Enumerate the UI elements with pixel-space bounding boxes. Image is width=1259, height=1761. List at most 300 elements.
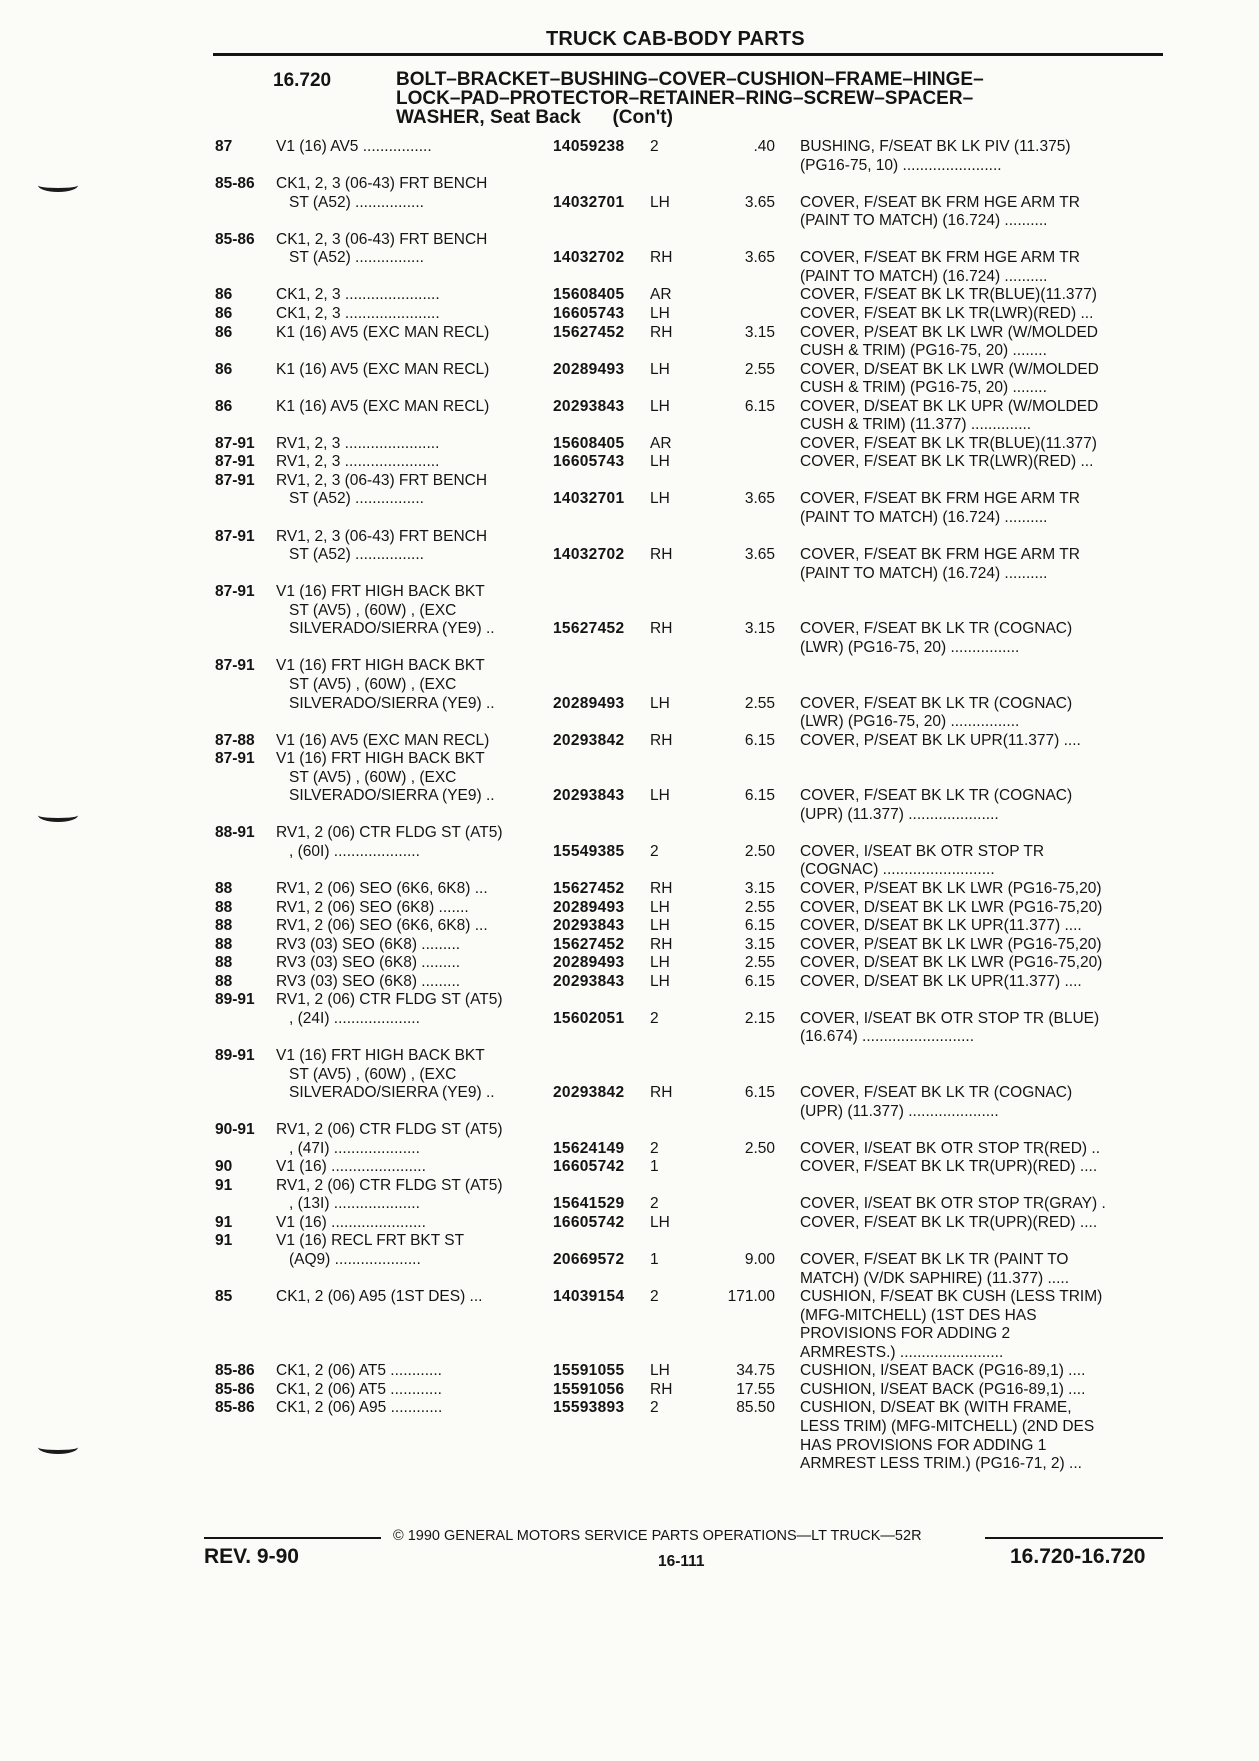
row-model: ST (A52) ................ [289,546,424,564]
row-model: SILVERADO/SIERRA (YE9) .. [289,1084,495,1102]
row-price: 17.55 [736,1380,775,1398]
row-price: 6.15 [744,397,775,415]
row-description: (PG16-75, 10) ....................... [800,156,1002,174]
parts-row [0,1232,1259,1250]
row-description: COVER, P/SEAT BK LK UPR(11.377) .... [800,731,1081,749]
row-description: PROVISIONS FOR ADDING 2 [800,1325,1011,1343]
row-price: 85.50 [736,1399,775,1417]
parts-row [0,917,1259,935]
row-model: ST (A52) ................ [289,249,424,267]
parts-row [0,1270,1259,1288]
row-year: 85-86 [215,1362,255,1380]
parts-row [0,1158,1259,1176]
parts-row [0,936,1259,954]
row-model: SILVERADO/SIERRA (YE9) .. [289,694,495,712]
row-quantity: RH [650,546,673,564]
row-part-number: 20293843 [553,972,625,990]
row-model: CK1, 2, 3 ...................... [276,286,440,304]
row-description: COVER, D/SEAT BK LK UPR (W/MOLDED [800,397,1099,415]
row-model: RV3 (03) SEO (6K8) ......... [276,935,461,953]
parts-row [0,231,1259,249]
row-description: COVER, F/SEAT BK LK TR(BLUE)(11.377) [800,286,1097,304]
row-description: BUSHING, F/SEAT BK LK PIV (11.375) [800,138,1071,155]
parts-row [0,1084,1259,1102]
row-model: CK1, 2, 3 ...................... [276,304,440,322]
row-part-number: 20669572 [553,1251,625,1268]
row-model: ST (AV5) , (60W) , (EXC [289,601,457,619]
parts-row [0,509,1259,527]
row-quantity: AR [650,286,672,304]
row-model: CK1, 2 (06) AT5 ............ [276,1380,442,1398]
row-description: COVER, I/SEAT BK OTR STOP TR(GRAY) . [800,1195,1106,1213]
row-quantity: RH [650,249,673,267]
row-year: 87-91 [215,527,255,545]
row-quantity: LH [650,787,670,805]
row-model: K1 (16) AV5 (EXC MAN RECL) [276,397,490,415]
row-description: CUSHION, I/SEAT BACK (PG16-89,1) .... [800,1362,1086,1380]
row-description: COVER, F/SEAT BK FRM HGE ARM TR [800,546,1080,564]
footer-section-range: 16.720-16.720 [1010,1545,1146,1568]
parts-row [0,528,1259,546]
row-description: COVER, F/SEAT BK LK TR(LWR)(RED) ... [800,304,1094,322]
row-description: COVER, F/SEAT BK LK TR(BLUE)(11.377) [800,434,1097,452]
footer-rule-left [204,1537,381,1539]
row-price: 2.15 [744,1009,775,1027]
row-description: COVER, D/SEAT BK LK LWR (PG16-75,20) [800,954,1103,972]
row-year: 86 [215,397,233,415]
row-part-number: 15549385 [553,842,625,860]
row-description: COVER, F/SEAT BK LK TR (COGNAC) [800,1084,1073,1102]
parts-row [0,861,1259,879]
parts-row [0,435,1259,453]
row-price: 2.55 [744,360,775,378]
row-year: 87-91 [215,657,255,675]
row-model: ST (AV5) , (60W) , (EXC [289,675,457,693]
row-price: 34.75 [736,1362,775,1380]
row-part-number: 14059238 [553,138,625,155]
parts-row [0,1010,1259,1028]
row-model: V1 (16) FRT HIGH BACK BKT [276,657,485,675]
row-model: SILVERADO/SIERRA (YE9) .. [289,620,495,638]
row-model: V1 (16) ...................... [276,1158,426,1176]
row-quantity: RH [650,935,673,953]
parts-row [0,1288,1259,1306]
row-part-number: 20289493 [553,898,625,916]
row-description: COVER, D/SEAT BK LK UPR(11.377) .... [800,972,1082,990]
row-quantity: LH [650,304,670,322]
parts-row [0,546,1259,564]
row-year: 88 [215,880,233,897]
row-description: CUSH & TRIM) (11.377) .............. [800,416,1032,434]
row-part-number: 15593893 [553,1399,625,1417]
row-part-number: 20293843 [553,397,625,415]
parts-row [0,1195,1259,1213]
section-title: BOLT–BRACKET–BUSHING–COVER–CUSHION–FRAME–HINGE– LOCK–PAD–PROTECTOR–RETAINER–RING–SCREW–SPACER– WASHER, Seat Back (Con't) [396,69,984,128]
row-year: 88 [215,972,233,990]
row-part-number: 15602051 [553,1009,625,1027]
row-year: 85-86 [215,175,255,193]
row-part-number: 20293843 [553,787,625,805]
row-part-number: 20293842 [553,1084,625,1102]
row-quantity: LH [650,1362,670,1380]
row-year: 86 [215,323,233,341]
row-description: (UPR) (11.377) ..................... [800,1102,999,1120]
row-model: V1 (16) FRT HIGH BACK BKT [276,750,485,768]
parts-row [0,305,1259,323]
row-description: MATCH) (V/DK SAPHIRE) (11.377) ..... [800,1269,1070,1287]
parts-row [0,1103,1259,1121]
row-model: , (60I) .................... [289,842,420,860]
parts-row [0,1344,1259,1362]
parts-row [0,212,1259,230]
row-model: CK1, 2, 3 (06-43) FRT BENCH [276,230,488,248]
parts-row [0,1047,1259,1065]
parts-row [0,657,1259,675]
row-description: COVER, D/SEAT BK LK LWR (PG16-75,20) [800,898,1103,916]
row-model: V1 (16) FRT HIGH BACK BKT [276,1046,485,1064]
parts-row [0,379,1259,397]
row-model: ST (AV5) , (60W) , (EXC [289,1065,457,1083]
row-part-number: 20289493 [553,360,625,378]
row-price: 6.15 [744,917,775,935]
row-description: COVER, F/SEAT BK FRM HGE ARM TR [800,193,1080,211]
parts-row [0,769,1259,787]
row-description: (PAINT TO MATCH) (16.724) .......... [800,212,1048,230]
row-quantity: LH [650,193,670,211]
row-description: COVER, P/SEAT BK LK LWR (W/MOLDED [800,323,1098,341]
row-year: 85-86 [215,1399,255,1417]
row-model: RV1, 2 (06) CTR FLDG ST (AT5) [276,991,503,1009]
row-price: 3.65 [744,490,775,508]
row-model: (AQ9) .................... [289,1251,421,1268]
parts-row [0,750,1259,768]
parts-row [0,639,1259,657]
row-year: 90-91 [215,1121,255,1139]
parts-row [0,453,1259,471]
row-description: COVER, I/SEAT BK OTR STOP TR [800,842,1045,860]
row-model: RV1, 2 (06) CTR FLDG ST (AT5) [276,1176,503,1194]
row-quantity: 2 [650,1009,659,1027]
row-description: COVER, F/SEAT BK LK TR(LWR)(RED) ... [800,453,1094,471]
row-model: RV1, 2, 3 ...................... [276,434,440,452]
row-part-number: 15627452 [553,935,625,953]
parts-row [0,1437,1259,1455]
row-quantity: 1 [650,1251,659,1268]
row-year: 87-91 [215,453,255,471]
row-description: (PAINT TO MATCH) (16.724) .......... [800,509,1048,526]
row-part-number: 15591056 [553,1380,625,1398]
parts-row [0,472,1259,490]
row-quantity: LH [650,360,670,378]
row-model: RV1, 2 (06) SEO (6K6, 6K8) ... [276,917,488,935]
row-quantity: 2 [650,1195,659,1213]
row-model: RV1, 2, 3 (06-43) FRT BENCH [276,527,488,545]
row-price: 3.65 [744,546,775,564]
row-quantity: 2 [650,842,659,860]
section-number: 16.720 [273,70,332,91]
row-model: , (47I) .................... [289,1139,420,1157]
row-price: 3.15 [744,880,775,897]
row-price: 6.15 [744,731,775,749]
row-description: COVER, I/SEAT BK OTR STOP TR (BLUE) [800,1009,1100,1027]
parts-row [0,361,1259,379]
row-description: (UPR) (11.377) ..................... [800,805,999,823]
row-year: 86 [215,360,233,378]
row-year: 87-91 [215,583,255,601]
footer-publisher: © 1990 GENERAL MOTORS SERVICE PARTS OPERATIONS—LT TRUCK—52R [393,1528,922,1544]
row-price: 2.50 [744,842,775,860]
row-quantity: LH [650,954,670,972]
parts-row [0,175,1259,193]
row-description: COVER, D/SEAT BK LK UPR(11.377) .... [800,917,1082,935]
row-model: RV3 (03) SEO (6K8) ......... [276,954,461,972]
row-part-number: 14032702 [553,249,625,267]
row-price: 3.15 [744,323,775,341]
row-price: .40 [753,138,775,155]
row-model: K1 (16) AV5 (EXC MAN RECL) [276,323,490,341]
row-quantity: 2 [650,1399,659,1417]
row-price: 2.50 [744,1139,775,1157]
row-description: COVER, P/SEAT BK LK LWR (PG16-75,20) [800,935,1102,953]
parts-row [0,286,1259,304]
row-price: 2.55 [744,954,775,972]
row-year: 90 [215,1158,233,1176]
footer-revision: REV. 9-90 [204,1545,299,1568]
row-quantity: LH [650,694,670,712]
parts-row [0,1362,1259,1380]
row-year: 87-91 [215,434,255,452]
row-description: CUSHION, D/SEAT BK (WITH FRAME, [800,1399,1072,1417]
parts-row [0,787,1259,805]
row-part-number: 15627452 [553,880,625,897]
row-description: COVER, F/SEAT BK FRM HGE ARM TR [800,490,1080,508]
row-year: 86 [215,304,233,322]
row-price: 3.65 [744,193,775,211]
parts-row [0,138,1259,156]
row-year: 88 [215,935,233,953]
row-year: 88 [215,898,233,916]
row-description: COVER, F/SEAT BK LK TR(UPR)(RED) .... [800,1158,1098,1176]
row-model: SILVERADO/SIERRA (YE9) .. [289,787,495,805]
row-description: COVER, F/SEAT BK FRM HGE ARM TR [800,249,1080,267]
row-model: RV1, 2 (06) CTR FLDG ST (AT5) [276,824,503,842]
parts-row [0,676,1259,694]
row-year: 85 [215,1288,233,1306]
row-part-number: 16605743 [553,304,625,322]
row-model: CK1, 2 (06) A95 ............ [276,1399,443,1417]
row-description: COVER, F/SEAT BK LK TR(UPR)(RED) .... [800,1213,1098,1231]
row-model: CK1, 2 (06) AT5 ............ [276,1362,442,1380]
parts-row [0,824,1259,842]
parts-row [0,249,1259,267]
parts-row [0,620,1259,638]
row-price: 6.15 [744,972,775,990]
row-part-number: 15608405 [553,434,625,452]
parts-row [0,880,1259,898]
parts-row [0,1455,1259,1473]
row-part-number: 20293843 [553,917,625,935]
row-part-number: 15624149 [553,1139,625,1157]
row-price: 171.00 [727,1288,775,1306]
row-description: (PAINT TO MATCH) (16.724) .......... [800,267,1048,285]
row-year: 85-86 [215,1380,255,1398]
row-quantity: LH [650,490,670,508]
row-quantity: RH [650,880,673,897]
footer-page-number: 16-111 [658,1553,705,1570]
parts-row [0,324,1259,342]
row-year: 88 [215,917,233,935]
row-year: 91 [215,1232,233,1250]
parts-row [0,1214,1259,1232]
row-quantity: LH [650,917,670,935]
row-price: 3.65 [744,249,775,267]
row-part-number: 14032701 [553,193,625,211]
row-description: (PAINT TO MATCH) (16.724) .......... [800,564,1048,582]
row-quantity: RH [650,731,673,749]
row-description: (16.674) .......................... [800,1028,975,1046]
row-part-number: 20293842 [553,731,625,749]
row-year: 91 [215,1213,233,1231]
row-quantity: 1 [650,1158,659,1176]
row-part-number: 15591055 [553,1362,625,1380]
row-model: V1 (16) FRT HIGH BACK BKT [276,583,485,601]
row-model: ST (A52) ................ [289,193,424,211]
row-model: RV1, 2 (06) SEO (6K8) ....... [276,898,469,916]
row-price: 6.15 [744,1084,775,1102]
row-model: RV1, 2, 3 (06-43) FRT BENCH [276,471,488,489]
row-price: 3.15 [744,935,775,953]
parts-row [0,565,1259,583]
row-model: ST (AV5) , (60W) , (EXC [289,768,457,786]
row-model: V1 (16) ...................... [276,1213,426,1231]
parts-row [0,268,1259,286]
row-year: 89-91 [215,991,255,1009]
parts-row [0,398,1259,416]
row-model: RV1, 2 (06) CTR FLDG ST (AT5) [276,1121,503,1139]
row-part-number: 20289493 [553,694,625,712]
row-description: CUSH & TRIM) (PG16-75, 20) ........ [800,379,1047,397]
row-model: , (13I) .................... [289,1195,420,1213]
parts-row [0,899,1259,917]
parts-row [0,806,1259,824]
parts-row [0,157,1259,175]
parts-row [0,843,1259,861]
row-model: V1 (16) AV5 (EXC MAN RECL) [276,731,490,749]
row-part-number: 15608405 [553,286,625,304]
row-description: COVER, I/SEAT BK OTR STOP TR(RED) .. [800,1139,1101,1157]
parts-row [0,490,1259,508]
row-part-number: 16605742 [553,1213,625,1231]
row-quantity: RH [650,620,673,638]
row-description: (LWR) (PG16-75, 20) ................ [800,713,1020,731]
row-price: 3.15 [744,620,775,638]
row-quantity: LH [650,972,670,990]
row-quantity: RH [650,1380,673,1398]
row-description: LESS TRIM) (MFG-MITCHELL) (2ND DES [800,1417,1095,1435]
row-price: 2.55 [744,694,775,712]
row-year: 87 [215,138,233,155]
row-description: COVER, P/SEAT BK LK LWR (PG16-75,20) [800,880,1102,897]
row-year: 86 [215,286,233,304]
row-model: K1 (16) AV5 (EXC MAN RECL) [276,360,490,378]
row-description: (COGNAC) .......................... [800,861,995,879]
parts-row [0,1177,1259,1195]
parts-row [0,1381,1259,1399]
row-year: 85-86 [215,230,255,248]
row-description: COVER, D/SEAT BK LK LWR (W/MOLDED [800,360,1099,378]
row-model: CK1, 2, 3 (06-43) FRT BENCH [276,175,488,193]
row-price: 2.55 [744,898,775,916]
row-description: COVER, F/SEAT BK LK TR (PAINT TO [800,1251,1069,1268]
row-description: CUSHION, I/SEAT BACK (PG16-89,1) .... [800,1380,1086,1398]
row-model: V1 (16) RECL FRT BKT ST [276,1232,465,1250]
row-quantity: LH [650,453,670,471]
row-part-number: 14032701 [553,490,625,508]
row-year: 87-91 [215,750,255,768]
row-description: CUSH & TRIM) (PG16-75, 20) ........ [800,342,1047,360]
row-part-number: 15641529 [553,1195,625,1213]
row-model: CK1, 2 (06) A95 (1ST DES) ... [276,1288,483,1306]
parts-row [0,732,1259,750]
row-quantity: LH [650,1213,670,1231]
row-quantity: RH [650,323,673,341]
row-quantity: 2 [650,1139,659,1157]
page-header-title: TRUCK CAB-BODY PARTS [546,28,805,50]
row-description: COVER, F/SEAT BK LK TR (COGNAC) [800,620,1073,638]
parts-row [0,1028,1259,1046]
row-year: 88-91 [215,824,255,842]
row-description: ARMREST LESS TRIM.) (PG16-71, 2) ... [800,1455,1082,1473]
row-year: 87-91 [215,471,255,489]
row-model: ST (A52) ................ [289,490,424,508]
parts-row [0,194,1259,212]
parts-row [0,973,1259,991]
parts-row [0,602,1259,620]
row-quantity: AR [650,434,672,452]
row-part-number: 15627452 [553,323,625,341]
row-year: 89-91 [215,1046,255,1064]
parts-row [0,954,1259,972]
row-quantity: RH [650,1084,673,1102]
row-quantity: LH [650,898,670,916]
row-price: 6.15 [744,787,775,805]
row-description: COVER, F/SEAT BK LK TR (COGNAC) [800,694,1073,712]
row-part-number: 20289493 [553,954,625,972]
parts-row [0,416,1259,434]
row-model: RV1, 2, 3 ...................... [276,453,440,471]
row-quantity: LH [650,397,670,415]
row-part-number: 16605743 [553,453,625,471]
row-model: RV3 (03) SEO (6K8) ......... [276,972,461,990]
row-year: 87-88 [215,731,255,749]
row-description: ARMRESTS.) ........................ [800,1343,1004,1361]
row-description: COVER, F/SEAT BK LK TR (COGNAC) [800,787,1073,805]
row-description: CUSHION, F/SEAT BK CUSH (LESS TRIM) [800,1288,1103,1306]
row-model: RV1, 2 (06) SEO (6K6, 6K8) ... [276,880,488,897]
footer-rule-right [985,1537,1163,1539]
parts-row [0,695,1259,713]
row-description: (LWR) (PG16-75, 20) ................ [800,638,1020,656]
row-quantity: 2 [650,1288,659,1306]
parts-row [0,1418,1259,1436]
parts-row [0,1399,1259,1417]
row-part-number: 16605742 [553,1158,625,1176]
row-description: (MFG-MITCHELL) (1ST DES HAS [800,1306,1037,1324]
row-part-number: 14032702 [553,546,625,564]
row-price: 9.00 [744,1251,775,1268]
row-year: 91 [215,1176,233,1194]
parts-row [0,1066,1259,1084]
